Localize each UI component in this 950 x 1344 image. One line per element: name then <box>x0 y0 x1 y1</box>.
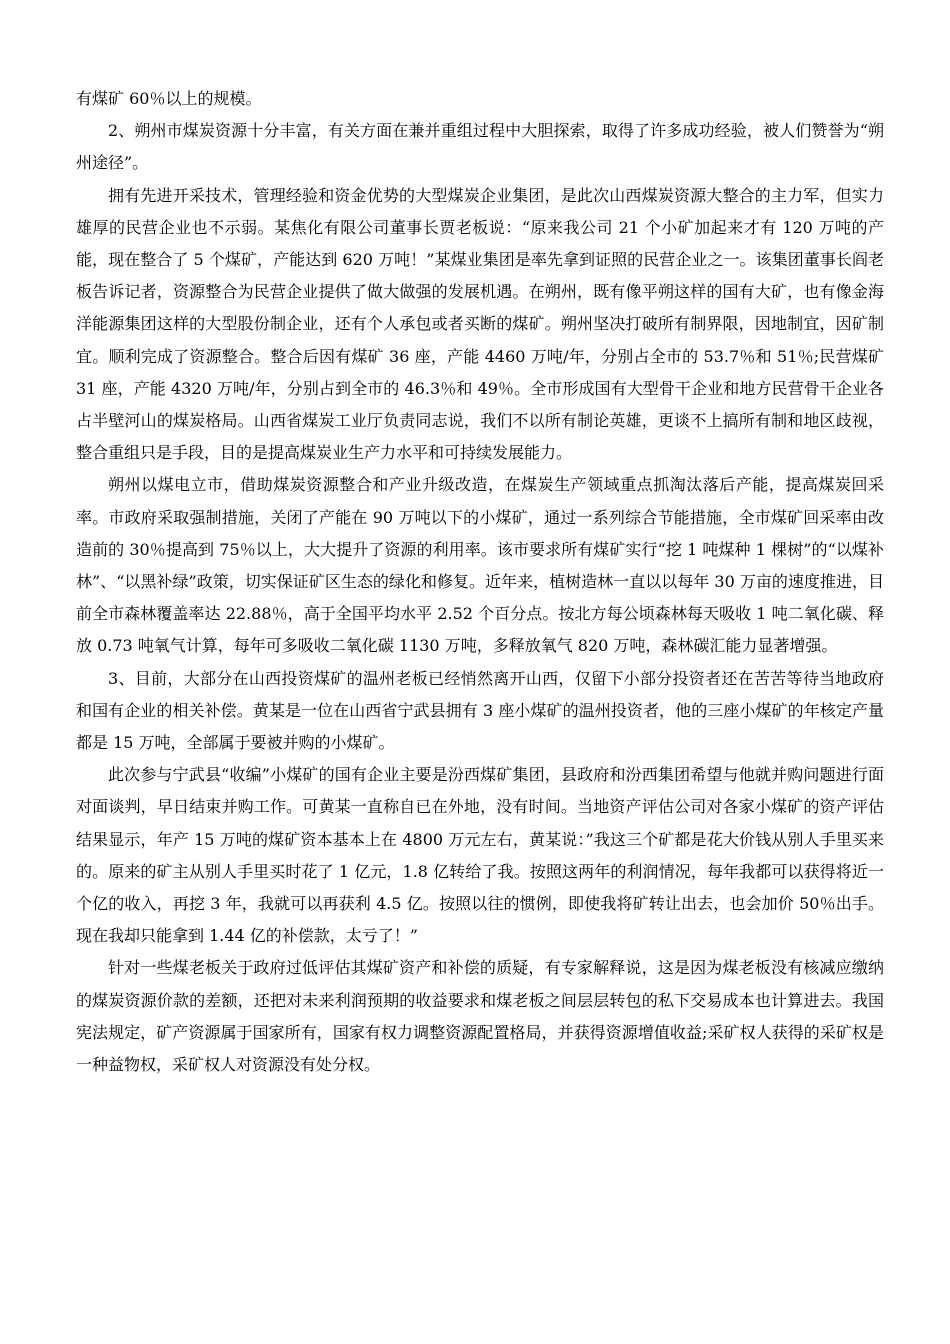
paragraph-continuation: 有煤矿 60％以上的规模。 <box>76 89 262 108</box>
paragraph-fenxi-merger: 此次参与宁武县“收编”小煤矿的国有企业主要是汾西煤矿集团，县政府和汾西集团希望与他就并购问题进行面对面谈判，早日结束并购工作。可黄某一直称自已在外地，没有时间。当地资产评估公司对各家小煤矿的资产评估结果显示，年产 15 万吨的煤矿资本基本上在 4800 万元左右，黄某说：”我这三个矿都是花大价钱从别人手里买来的。原来的矿主从别人手里买时花了 1 亿元，1.8 亿转给了我。按照这两年的利润情况，每年我都可以获得将近一个亿的收入，再挖 3 年，我就可以再获利 4.5 亿。按照以往的惯例，即使我将矿转让出去，也会加价 50％出手。现在我却只能拿到 1.44 亿的补偿款，太亏了！” <box>76 765 884 946</box>
paragraph-section-2-intro: 2、朔州市煤炭资源十分丰富，有关方面在兼并重组过程中大胆探索，取得了许多成功经验，被人们赞誉为“朔州途径”。 <box>76 121 884 173</box>
paragraph-expert-explanation: 针对一些煤老板关于政府过低评估其煤矿资产和补偿的质疑，有专家解释说，这是因为煤老板没有核减应缴纳的煤炭资源价款的差额，还把对未来利润预期的收益要求和煤老板之间层层转包的私下交易成本也计算进去。我国宪法规定，矿产资源属于国家所有，国家有权力调整资源配置格局，并获得资源增值收益;采矿权人获得的采矿权是一种益物权，采矿权人对资源没有处分权。 <box>76 958 884 1075</box>
document-page <box>76 83 884 1081</box>
paragraph-section-3-intro: 3、目前，大部分在山西投资煤矿的温州老板已经悄然离开山西，仅留下小部分投资者还在苦苦等待当地政府和国有企业的相关补偿。黄某是一位在山西省宁武县拥有 3 座小煤矿的温州投资者，他的三座小煤矿的年核定产量都是 15 万吨，全部属于要被并购的小煤矿。 <box>76 668 884 753</box>
paragraph-private-enterprise: 拥有先进开采技术，管理经验和资金优势的大型煤炭企业集团，是此次山西煤炭资源大整合的主力军，但实力雄厚的民营企业也不示弱。某焦化有限公司董事长贾老板说：“原来我公司 21 个小矿加起来才有 120 万吨的产能，现在整合了 5 个煤矿，产能达到 620 万吨！”某煤业集团是率先拿到证照的民营企业之一。该集团董事长阎老板告诉记者，资源整合为民营企业提供了做大做强的发展机遇。在朔州，既有像平朔这样的国有大矿，也有像金海洋能源集团这样的大型股份制企业，还有个人承包或者买断的煤矿。朔州坚决打破所有制界限，因地制宜，因矿制宜。顺利完成了资源整合。整合后因有煤矿 36 座，产能 4460 万吨/年，分别占全市的 53.7％和 51％;民营煤矿 31 座，产能 4320 万吨/年，分别占到全市的 46.3％和 49％。全市形成国有大型骨干企业和地方民营骨干企业各占半壁河山的煤炭格局。山西省煤炭工业厅负责同志说，我们不以所有制论英雄，更谈不上搞所有制和地区歧视，整合重组只是手段，目的是提高煤炭业生产力水平和可持续发展能力。 <box>76 185 884 463</box>
paragraph-shuozhou-ecology: 朔州以煤电立市，借助煤炭资源整合和产业升级改造，在煤炭生产领域重点抓淘汰落后产能，提高煤炭回采率。市政府采取强制措施，关闭了产能在 90 万吨以下的小煤矿，通过一系列综合节能措施，全市煤矿回采率由改造前的 30％提高到 75％以上，大大提升了资源的利用率。该市要求所有煤矿实行“挖 1 吨煤种 1 棵树”的“以煤补林”、“以黑补绿”政策，切实保证矿区生态的绿化和修复。近年来，植树造林一直以以每年 30 万亩的速度推进，目前全市森林覆盖率达 22.88％，高于全国平均水平 2.52 个百分点。按北方每公顷森林每天吸收 1 吨二氧化碳、释放 0.73 吨氧气计算，每年可多吸收二氧化碳 1130 万吨，多释放氧气 820 万吨，森林碳汇能力显著增强。 <box>76 475 884 656</box>
